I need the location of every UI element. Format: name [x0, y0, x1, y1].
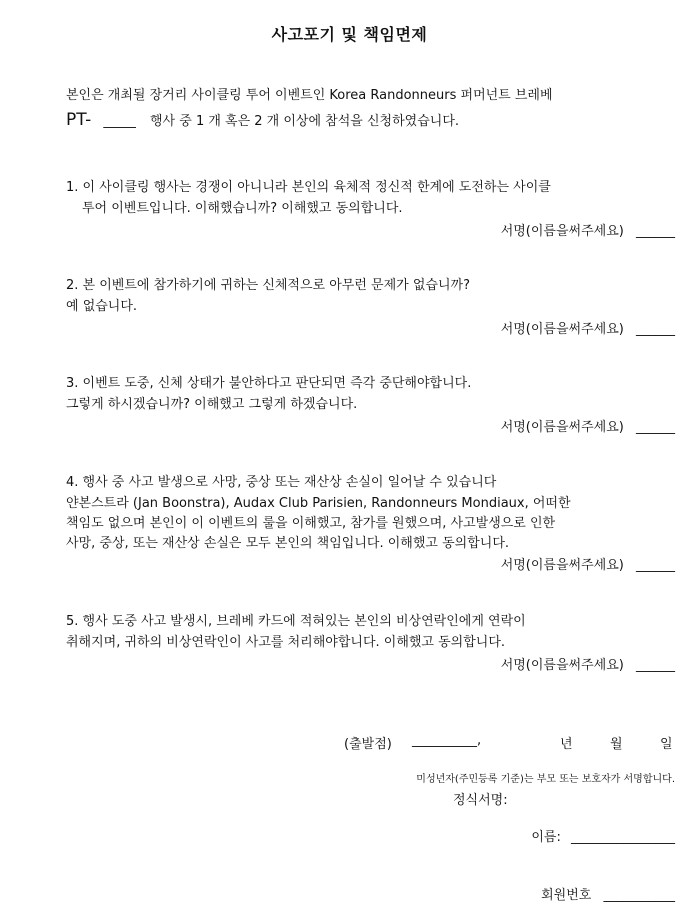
signature-row-4: [501, 554, 675, 573]
start-point-label: (출발점): [344, 737, 392, 752]
name-label: 이름:: [531, 830, 561, 845]
signature-label: 서명(이름을써주세요): [500, 224, 624, 239]
date-month-label: 월: [610, 737, 623, 752]
name-row: [531, 826, 675, 845]
intro-line-1: 본인은 개최될 장거리 사이클링 투어 이벤트인 Korea Randonneurs 퍼머넌트 브레베: [66, 88, 553, 103]
section-4-line-1: 4. 행사 중 사고 발생으로 사망, 중상 또는 재산상 손실이 일어날 수 있습니다: [66, 475, 497, 490]
signature-field[interactable]: ______: [636, 558, 675, 573]
intro-line-2: 행사 중 1 개 혹은 2 개 이상에 참석을 신청하였습니다.: [150, 114, 460, 129]
signature-row-5: [501, 654, 675, 673]
section-1-line-1: 1. 이 사이클링 행사는 경쟁이 아니니라 본인의 육체적 정신적 한계에 도전하는 사이클: [66, 180, 551, 195]
official-signature-label: 정식서명:: [453, 793, 508, 808]
signature-field[interactable]: ______: [636, 224, 675, 239]
section-3-line-1: 3. 이벤트 도중, 신체 상태가 불안하다고 판단되면 즉각 중단해야합니다.: [66, 376, 472, 391]
signature-label: 서명(이름을써주세요): [500, 420, 624, 435]
signature-field[interactable]: ______: [636, 322, 675, 337]
member-number-field[interactable]: ___________: [603, 888, 675, 903]
intro-line-2-row: [66, 110, 459, 130]
document-title: 사고포기 및 책임면제: [271, 25, 428, 44]
start-point-field[interactable]: __________,: [412, 733, 482, 748]
section-4-line-3: 책임도 없으며 본인이 이 이벤트의 룰을 이해했고, 참가를 원했으며, 사고발생으로 인한: [66, 516, 556, 531]
section-2-line-2: 예 없습니다.: [66, 299, 138, 314]
pt-code-prefix: PT-: [66, 110, 92, 130]
section-5-line-1: 5. 행사 도중 사고 발생시, 브레베 카드에 적혀있는 본인의 비상연락인에게 연락이: [66, 614, 526, 629]
section-4-line-4: 사망, 중상, 또는 재산상 손실은 모두 본인의 책임입니다. 이해했고 동의합니다.: [66, 536, 510, 551]
section-5-line-2: 취해지며, 귀하의 비상연락인이 사고를 처리해야합니다. 이해했고 동의합니다.: [66, 635, 506, 650]
section-1-line-2: 투어 이벤트입니다. 이해했습니까? 이해했고 동의합니다.: [82, 201, 403, 216]
signature-row-3: [501, 416, 675, 435]
date-year-label: 년: [560, 737, 573, 752]
signature-label: 서명(이름을써주세요): [500, 558, 624, 573]
signature-row-2: [501, 318, 675, 337]
signature-label: 서명(이름을써주세요): [500, 658, 624, 673]
name-field[interactable]: ________________: [571, 830, 675, 845]
section-4-line-2: 얀본스트라 (Jan Boonstra), Audax Club Parisien, Randonneurs Mondiaux, 어떠한: [66, 496, 571, 511]
signature-label: 서명(이름을써주세요): [500, 322, 624, 337]
signature-field[interactable]: ______: [636, 420, 675, 435]
minor-guardian-note: 미성년자(주민등록 기준)는 부모 또는 보호자가 서명합니다.: [416, 774, 675, 785]
section-2-line-1: 2. 본 이벤트에 참가하기에 귀하는 신체적으로 아무런 문제가 없습니까?: [66, 278, 470, 293]
pt-code-blank[interactable]: _____: [103, 114, 136, 129]
section-3-line-2: 그렇게 하시겠습니까? 이해했고 그렇게 하겠습니다.: [66, 397, 358, 412]
member-number-label: 회원번호: [541, 888, 592, 903]
signature-row-1: [501, 220, 675, 239]
date-day-label: 일: [660, 737, 673, 752]
signature-field[interactable]: ______: [636, 658, 675, 673]
member-number-row: [541, 884, 675, 903]
